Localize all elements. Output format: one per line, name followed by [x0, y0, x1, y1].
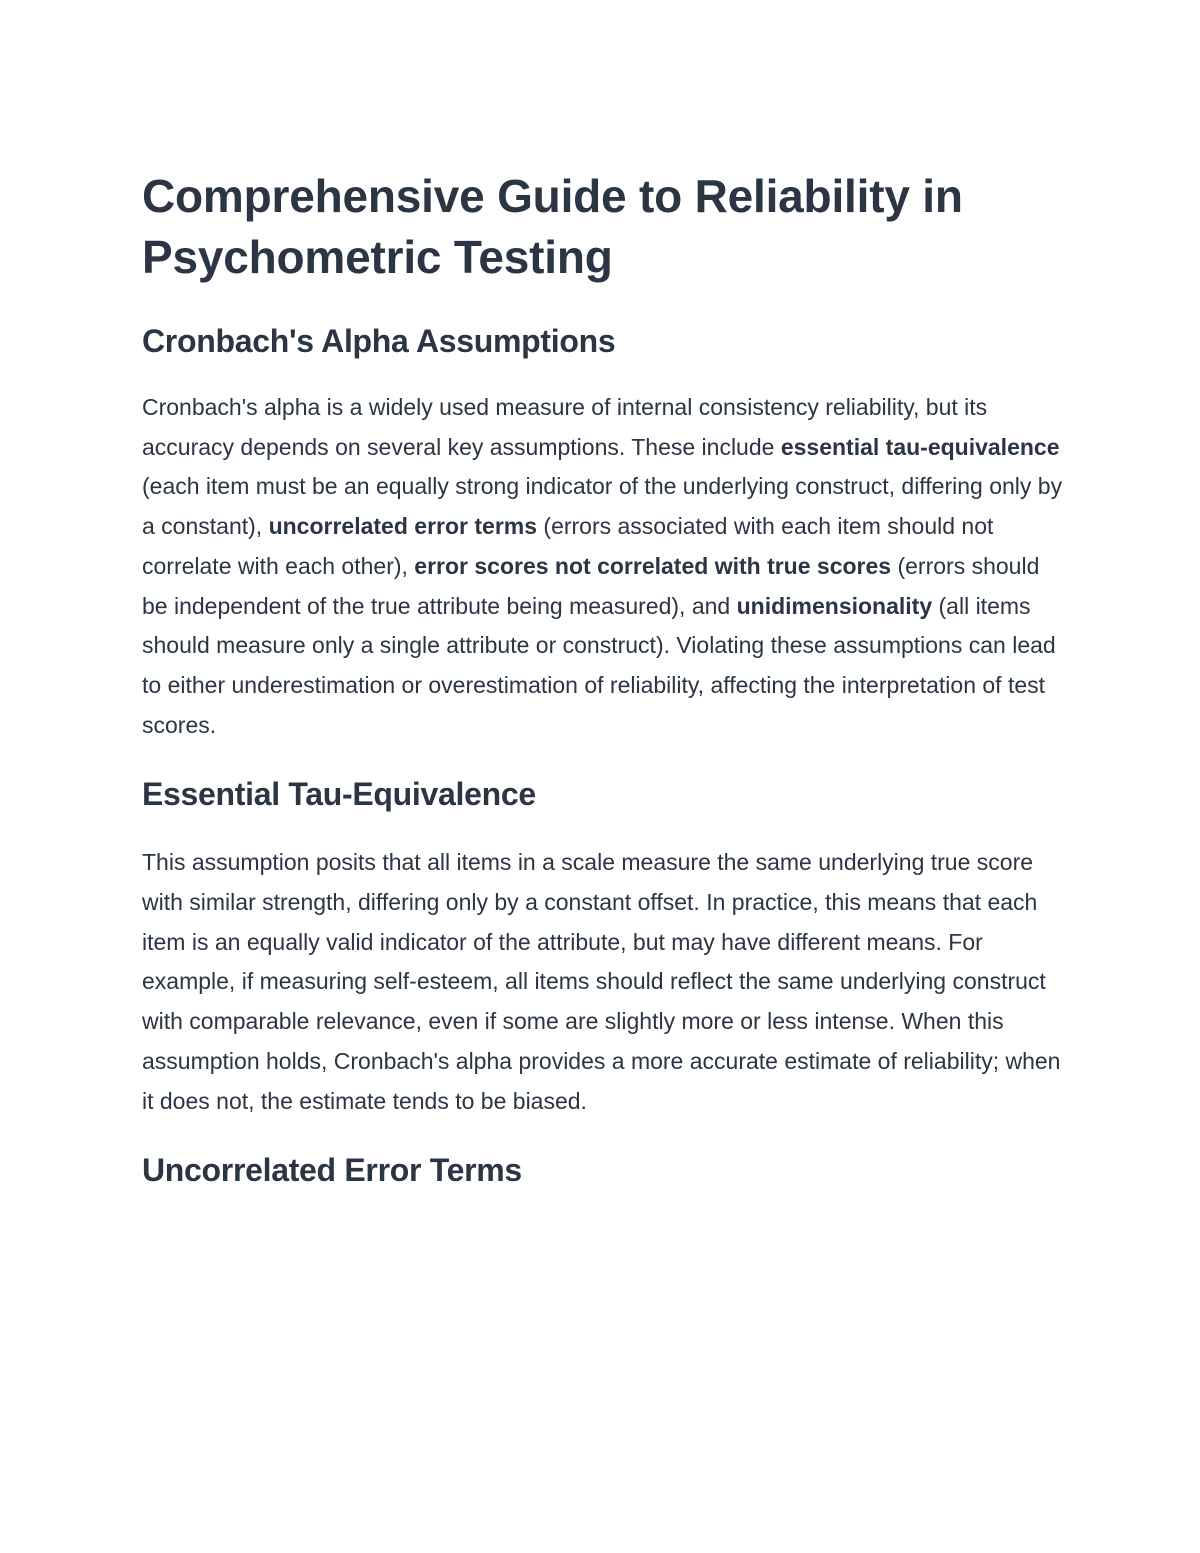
paragraph-text: (errors should be independent of the true attribute being measured), and [142, 552, 1040, 619]
paragraph-text: (errors associated with each item should not correlate with each other), [142, 513, 994, 579]
term-error-scores-not-correlated: error scores not correlated with true scores [414, 552, 892, 579]
term-essential-tau-equivalence: essential tau-equivalence [780, 433, 1060, 460]
section-heading-uncorrelated-error-terms: Uncorrelated Error Terms [142, 1152, 522, 1189]
section-heading-cronbachs-alpha-assumptions: Cronbach's Alpha Assumptions [142, 323, 616, 359]
paragraph-text: Cronbach's alpha is a widely used measure of internal consistency reliability, but its accuracy depends on several key assumptions. These include [142, 394, 988, 460]
document-page [142, 166, 1067, 1190]
section-heading-essential-tau-equivalence: Essential Tau-Equivalence [142, 776, 536, 813]
term-uncorrelated-error-terms: uncorrelated error terms [268, 513, 538, 540]
term-unidimensionality: unidimensionality [736, 592, 933, 619]
paragraph-text: (all items should measure only a single attribute or construct). Violating these assumptions can lead to either underestimation or overestimation of reliability, affecting the interpretation of test scores. [142, 592, 1056, 738]
document-title: Comprehensive Guide to Reliability in Psychometric Testing [142, 170, 963, 283]
paragraph-text: (each item must be an equally strong indicator of the underlying construct, differing only by a constant), [142, 473, 1063, 540]
section-paragraph-essential-tau-equivalence: This assumption posits that all items in a scale measure the same underlying true score with similar strength, differing only by a constant offset. In practice, this means that each item is an equally valid indicator of the attribute, but may have different means. For example, if measuring self-esteem, all items should reflect the same underlying construct with comparable relevance, even if some are slightly more or less intense. When this assumption holds, Cronbach's alpha provides a more accurate estimate of reliability; when it does not, the estimate tends to be biased. [142, 849, 1061, 1114]
section-paragraph-cronbachs-alpha-assumptions [142, 388, 1067, 745]
